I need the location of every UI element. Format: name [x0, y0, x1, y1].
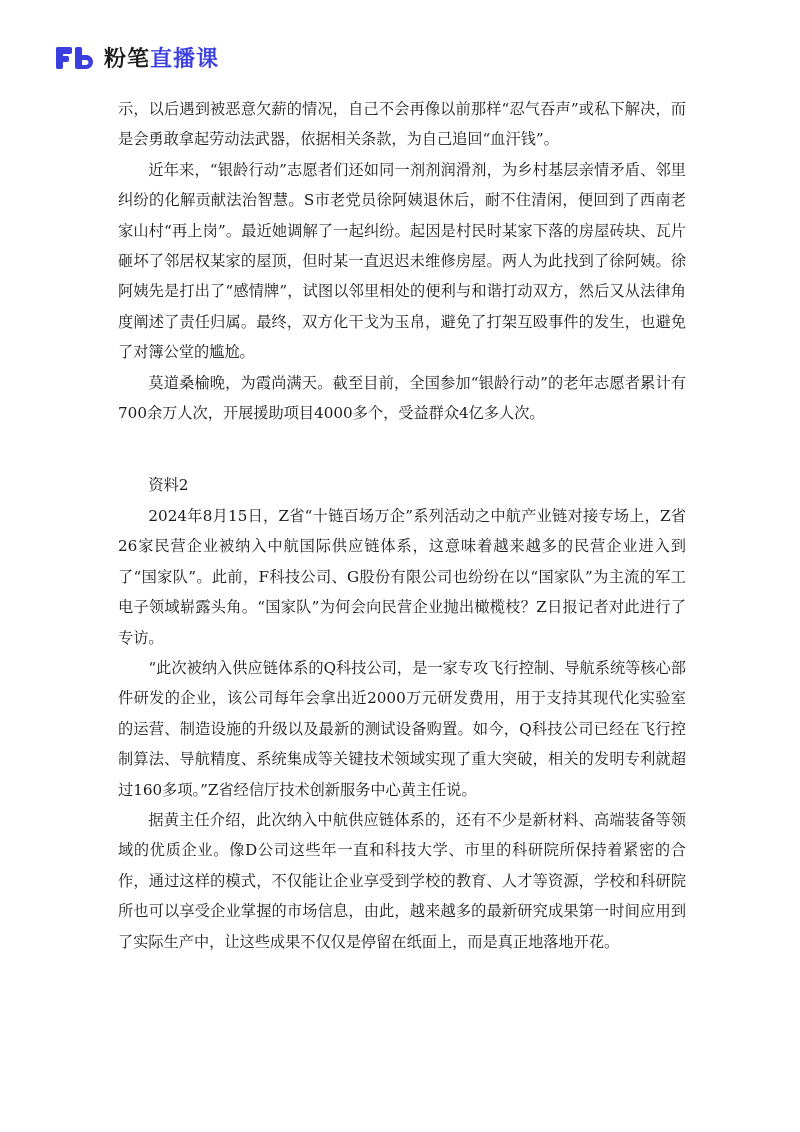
- section-spacer: [118, 428, 686, 470]
- section-heading: 资料2: [148, 476, 189, 495]
- paragraph-6: 据黄主任介绍，此次纳入中航供应链体系的，还有不少是新材料、高端装备等领域的优质企业。像D公司这些年一直和科技大学、市里的科研院所保持着紧密的合作，通过这样的模式，不仅能让企业享受到学校的教育、人才等资源，学校和科研院所也可以享受企业掌握的市场信息，由此，越来越多的最新研究成果第一时间应用到了实际生产中，让这些成果不仅仅是停留在纸面上，而是真正地落地开花。: [118, 810, 686, 951]
- fenbi-logo-icon: [56, 45, 96, 71]
- brand-logo: [56, 42, 219, 73]
- logo-accent: 直播课: [150, 47, 220, 72]
- paragraph-2: 近年来，“银龄行动”志愿者们还如同一剂剂润滑剂，为乡村基层亲情矛盾、邻里纠纷的化解贡献法治智慧。S市老党员徐阿姨退休后，耐不住清闲，便回到了西南老家山村“再上岗”。最近她调解了一起纠纷。起因是村民时某家下落的房屋砖块、瓦片砸坏了邻居权某家的屋顶，但时某一直迟迟未维修房屋。两人为此找到了徐阿姨。徐阿姨先是打出了“感情牌”，试图以邻里相处的便利与和谐打动双方，然后又从法律角度阐述了责任归属。最终，双方化干戈为玉帛，避免了打架互殴事件的发生，也避免了对簿公堂的尴尬。: [118, 160, 686, 362]
- paragraph-3: 莫道桑榆晚，为霞尚满天。截至目前，全国参加“银龄行动”的老年志愿者累计有700余万人次，开展援助项目4000多个，受益群众4亿多人次。: [118, 373, 686, 423]
- paragraph-1: 示，以后遇到被恶意欠薪的情况，自己不会再像以前那样“忍气吞声”或私下解决，而是会勇敢拿起劳动法武器，依据相关条款，为自己追回“血汗钱”。: [118, 100, 686, 149]
- logo-brand: 粉笔: [104, 47, 151, 72]
- paragraph-5: “此次被纳入供应链体系的Q科技公司，是一家专攻飞行控制、导航系统等核心部件研发的企业，该公司每年会拿出近2000万元研发费用，用于支持其现代化实验室的运营、制造设施的升级以及最新的测试设备购置。如今，Q科技公司已经在飞行控制算法、导航精度、系统集成等关键技术领域实现了重大突破，相关的发明专利就超过160多项。”Z省经信厅技术创新服务中心黄主任说。: [118, 658, 686, 799]
- logo-text: [104, 42, 219, 73]
- document-body: [118, 94, 686, 957]
- paragraph-4: 2024年8月15日，Z省“十链百场万企”系列活动之中航产业链对接专场上，Z省26家民营企业被纳入中航国际供应链体系，这意味着越来越多的民营企业进入到了“国家队”。此前，F科技公司、G股份有限公司也纷纷在以“国家队”为主流的军工电子领域崭露头角。“国家队”为何会向民营企业抛出橄榄枝？Z日报记者对此进行了专访。: [118, 506, 686, 647]
